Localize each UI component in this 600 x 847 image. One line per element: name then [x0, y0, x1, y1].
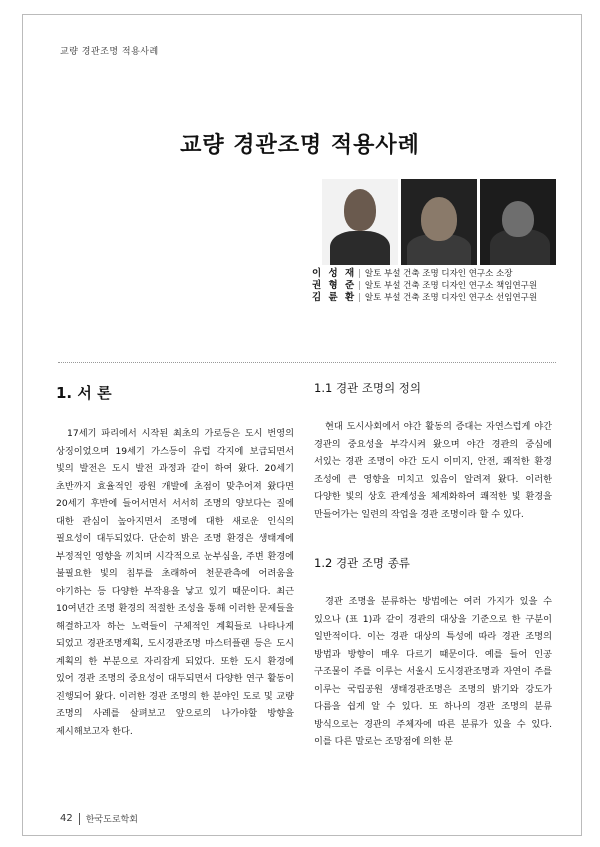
definition-paragraph: 현대 도시사회에서 야간 활동의 증대는 자연스럽게 야간 경관의 중요성을 부각시켜 왔으며 야간 경관의 중심에 서있는 경관 조명이 야간 도시 이미지, 안전, 쾌적한 환경 조성에 큰 영향을 미치고 있음이 알려져 왔다. 이러한 다양한 빛의 상호 관계성을 체계화하여 쾌적한 빛 환경을 만들어가는 일련의 작업을 경관 조명이라 할 수 있다.	[314, 421, 552, 520]
author-name: 권 형 준	[312, 280, 357, 291]
author-row	[312, 292, 537, 304]
author-affiliation: 알토 부설 건축 조명 디자인 연구소 책임연구원	[364, 281, 538, 291]
running-head: 교량 경관조명 적용사례	[60, 47, 159, 57]
author-name: 김 륜 환	[312, 292, 357, 303]
section-heading-introduction: 1. 서 론	[56, 384, 112, 402]
author-row	[312, 268, 537, 280]
author-affiliation: 알토 부설 건축 조명 디자인 연구소 선임연구원	[364, 293, 538, 303]
author-row	[312, 280, 537, 292]
separator: |	[358, 293, 361, 303]
separator: |	[358, 269, 361, 279]
publication-name: 한국도로학회	[85, 815, 138, 825]
author-photo-1	[322, 179, 398, 265]
left-column	[56, 370, 294, 740]
types-paragraph: 경관 조명을 분류하는 방법에는 여러 가지가 있을 수 있으나 (표 1)과 같이 경관의 대상을 기준으로 한 구분이 일반적이다. 이는 경관 대상의 특성에 따라 경관 조명의 방법과 방향이 매우 다르기 때문이다. 예를 들어 인공 구조물이 주를 이루는 서울시 도시경관조명과 자연이 주를 이루는 국립공원 생태경관조명은 조명의 밝기와 강도가 다름을 쉽게 알 수 있다. 또 하나의 경관 조명의 분류 방식으로는 경관의 주체자에 따른 분류가 있을 수 있다. 이를 다른 말로는 조망점에 의한 분	[314, 596, 552, 747]
author-list	[312, 268, 537, 304]
subsection-heading-definition: 1.1 경관 조명의 정의	[314, 381, 422, 395]
subsection-heading-types: 1.2 경관 조명 종류	[314, 556, 410, 570]
author-photos	[322, 179, 556, 265]
author-photo-3	[480, 179, 556, 265]
article-title: 교량 경관조명 적용사례	[180, 133, 420, 158]
introduction-paragraph: 17세기 파리에서 시작된 최초의 가로등은 도시 번영의 상징이었으며 19세기 가스등이 유럽 각지에 보급되면서 빛의 발전은 도시 발전 과정과 같이 하여 왔다. 20세기 초반까지 효율적인 광원 개발에 초점이 맞추어져 왔다면 20세기 후반에 들어서면서 서서히 조명의 양보다는 질에 대한 관심이 높아지면서 조명에 대한 새로운 인식의 필요성이 대두되었다. 단순히 밝은 조명 환경은 생태계에 부정적인 영향을 끼치며 시각적으로 눈부심을, 주변 환경에 불필요한 빛의 침투를 초래하여 천문관측에 어려움을 야기하는 등 다양한 부작용을 낳고 있기 때문이다. 최근 10여년간 조명 환경의 적절한 조성을 통해 이러한 문제들을 해결하고자 하는 노력들이 구체적인 계획들로 나타나게 되었고 경관조명계획, 도시경관조명 마스터플랜 등은 도시 계획의 한 부분으로 자리잡게 되었다. 또한 도시 환경에 있어 경관 조명의 중요성이 대두되면서 다양한 연구 활동이 진행되어 왔다. 이러한 경관 조명의 한 분야인 도로 및 교량 조명의 사례를 살펴보고 앞으로의 나가야할 방향을 제시해보고자 한다.	[56, 428, 294, 737]
page-number: 42	[60, 813, 73, 824]
author-affiliation: 알토 부설 건축 조명 디자인 연구소 소장	[364, 269, 513, 279]
page-footer	[60, 812, 138, 825]
right-column	[314, 370, 552, 751]
dotted-divider	[58, 362, 556, 363]
author-photo-2	[401, 179, 477, 265]
separator: |	[358, 281, 361, 291]
footer-separator	[79, 813, 80, 825]
author-name: 이 성 재	[312, 268, 357, 279]
